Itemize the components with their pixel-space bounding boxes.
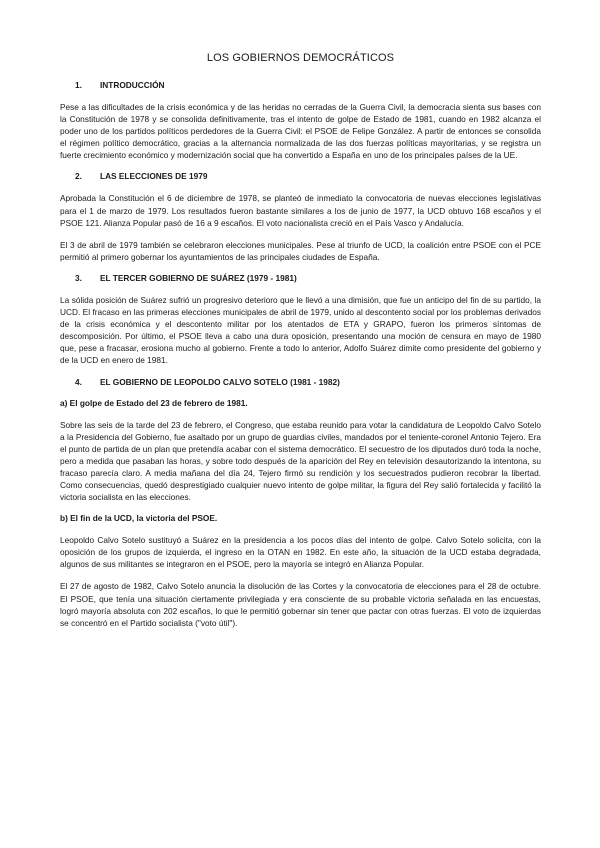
section-title: LAS ELECCIONES DE 1979	[100, 171, 208, 182]
document-page	[60, 52, 541, 639]
section-number: 4.	[75, 376, 82, 387]
section-3-heading	[60, 273, 541, 283]
section-title: EL TERCER GOBIERNO DE SUÁREZ (1979 - 1981)	[100, 272, 297, 283]
section-2-heading	[60, 171, 541, 181]
subsection-b-paragraph-2: El 27 de agosto de 1982, Calvo Sotelo anuncia la disolución de las Cortes y la convocatoria de elecciones para el 28 de octubre. El PSOE, que tenía una situación ciertamente privilegiada y era consciente de su probable victoria señalada en las encuestas, logró mayoría absoluta con 202 escaños, lo que le permitió gobernar sin tener que pactar con otras fuerzas. El voto de izquierdas se concentró en el Partido socialista ("voto útil").	[60, 581, 541, 628]
subsection-b-heading: b) El fin de la UCD, la victoria del PSOE.	[60, 513, 218, 524]
section-2-paragraph-2: El 3 de abril de 1979 también se celebraron elecciones municipales. Pese al triunfo de UCD, la coalición entre PSOE con el PCE permitió al primero gobernar los ayuntamientos de las principales ciudades de España.	[60, 239, 541, 262]
section-number: 3.	[75, 272, 82, 283]
section-2-paragraph-1: Aprobada la Constitución el 6 de diciembre de 1978, se planteó de inmediato la convocatoria de nuevas elecciones legislativas para el 1 de marzo de 1979. Los resultados fueron bastante similares a los de junio de 1977, la UCD obtuvo 168 escaños y el PSOE 121. Alianza Popular pasó de 16 a 9 escaños. El voto nacionalista creció en el País Vasco y Andalucía.	[60, 193, 541, 228]
section-title: INTRODUCCIÓN	[100, 80, 165, 90]
subsection-a-paragraph-1: Sobre las seis de la tarde del 23 de febrero, el Congreso, que estaba reunido para votar la candidatura de Leopoldo Calvo Sotelo a la Presidencia del Gobierno, fue asaltado por un grupo de guardias civiles, mandados por el teniente-coronel Antonio Tejero. Era el punto de partida de un plan que pretendía acabar con el sistema democrático. El secuestro de los diputados duró toda la noche, pero a medida que pasaban las horas, y sobre todo después de la aparición del Rey en televisión desautorizando la intentona, su fracaso parecía claro. A media mañana del día 24, Tejero firmó su rendición y los secuestrados pudieron recobrar la libertad. Como consecuencias, quedó desprestigiado cualquier nuevo intento de golpe militar, la figura del Rey salió fortalecida y facilitó la victoria socialista en las elecciones.	[60, 419, 541, 503]
section-1-paragraph-1: Pese a las dificultades de la crisis económica y de las heridas no cerradas de la Guerra Civil, la democracia sienta sus bases con la Constitución de 1978 y se consolida definitivamente, tras el intento de golpe de Estado de 1981, cuando en 1982 alcanza el poder uno de los partidos políticos perdedores de la Guerra Civil: el PSOE de Felipe González. A partir de entonces se consolida el régimen político democrático, gracias a la alternancia normalizada de las dos fuerzas políticas mayoritarias, y se registra un fuerte crecimiento económico y modernización social que ha convertido a España en uno de los principales países de la UE.	[60, 102, 541, 161]
subsection-a-heading: a) El golpe de Estado del 23 de febrero de 1981.	[60, 397, 248, 408]
document-title: LOS GOBIERNOS DEMOCRÁTICOS	[206, 52, 395, 64]
section-1-heading	[60, 80, 541, 90]
section-number: 2.	[75, 171, 82, 182]
subsection-b-paragraph-1: Leopoldo Calvo Sotelo sustituyó a Suárez en la presidencia a los pocos días del intento de golpe. Calvo Sotelo solicita, con la oposición de los grupos de izquierda, el ingreso en la OTAN en 1982. En este año, la situación de la UCD estaba degradada, algunos de sus militantes se integraron en el PSOE, pero la mayoría se integró en Alianza Popular.	[60, 535, 541, 570]
section-number: 1.	[75, 80, 82, 90]
section-3-paragraph-1: La sólida posición de Suárez sufrió un progresivo deterioro que le llevó a una dimisión, que fue un anticipo del fin de su partido, la UCD. El fracaso en las primeras elecciones municipales de abril de 1979, unido al descontento social por los problemas derivados de la crisis económica y el descontento militar por los atentados de ETA y GRAPO, fueron los primeros síntomas de descomposición. Por último, el PSOE lleva a cabo una dura oposición, presentando una moción de censura en mayo de 1980 que, pese a fracasar, erosiona mucho al gobierno. Frente a todo lo anterior, Adolfo Suárez dimite como presidente del gobierno y de la UCD en enero de 1981.	[60, 294, 541, 366]
section-4-heading	[60, 377, 541, 387]
section-title: EL GOBIERNO DE LEOPOLDO CALVO SOTELO (1981 - 1982)	[100, 376, 340, 387]
